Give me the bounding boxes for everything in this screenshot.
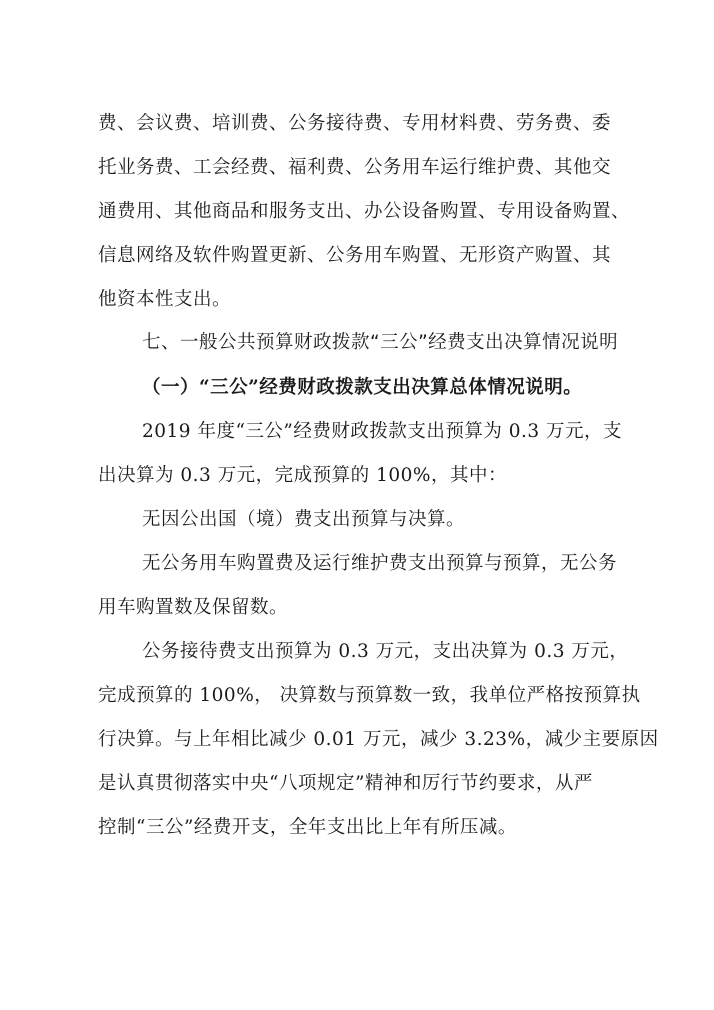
body-paragraph-line: 控制“三公”经费开支，全年支出比上年有所压减。 (98, 817, 517, 838)
body-paragraph-line: 信息网络及软件购置更新、公务用车购置、无形资产购置、其 (98, 245, 612, 266)
section-heading: 七、一般公共预算财政拨款“三公”经费支出决算情况说明 (142, 332, 619, 353)
body-paragraph-line: 通费用、其他商品和服务支出、办公设备购置、专用设备购置、 (98, 201, 631, 222)
body-paragraph-line: 用车购置数及保留数。 (98, 597, 289, 618)
subsection-heading: （一）“三公”经费财政拨款支出决算总体情况说明。 (142, 377, 583, 398)
body-paragraph-line: 完成预算的 100%， 决算数与预算数一致，我单位严格按预算执 (98, 685, 641, 706)
body-paragraph-line: 托业务费、工会经费、福利费、公务用车运行维护费、其他交 (98, 157, 612, 178)
body-paragraph-line: 无公务用车购置费及运行维护费支出预算与预算，无公务 (142, 553, 618, 574)
body-paragraph-line: 无因公出国（境）费支出预算与决算。 (142, 509, 466, 530)
body-paragraph-line: 行决算。与上年相比减少 0.01 万元，减少 3.23%，减少主要原因 (98, 729, 659, 750)
body-paragraph-line: 费、会议费、培训费、公务接待费、专用材料费、劳务费、委 (98, 113, 612, 134)
body-paragraph-line: 2019 年度“三公”经费财政拨款支出预算为 0.3 万元，支 (142, 421, 623, 442)
body-paragraph-line: 公务接待费支出预算为 0.3 万元，支出决算为 0.3 万元， (142, 641, 629, 662)
body-paragraph-line: 他资本性支出。 (98, 289, 232, 310)
body-paragraph-line: 是认真贯彻落实中央“八项规定”精神和厉行节约要求，从严 (98, 773, 593, 794)
body-paragraph-line: 出决算为 0.3 万元，完成预算的 100%，其中： (98, 465, 507, 486)
